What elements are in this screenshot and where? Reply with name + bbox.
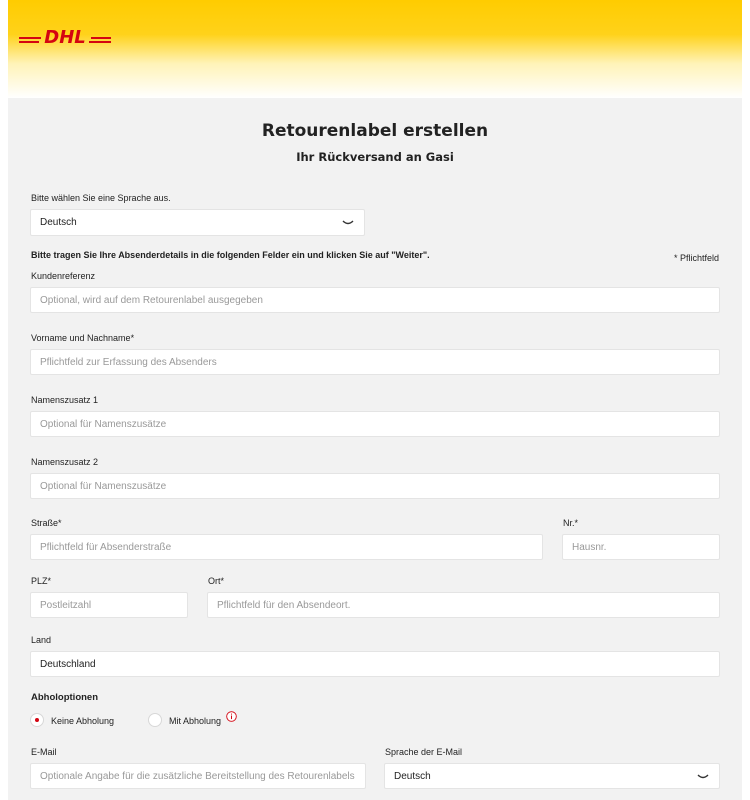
ort-label: Ort* xyxy=(208,576,225,586)
plz-input[interactable]: Postleitzahl xyxy=(30,592,188,618)
instructions-text: Bitte tragen Sie Ihre Absenderdetails in die folgenden Felder ein und klicken Sie auf "Weiter". xyxy=(31,250,430,260)
kundenreferenz-label: Kundenreferenz xyxy=(31,271,96,281)
plz-label: PLZ* xyxy=(31,576,52,586)
land-label: Land xyxy=(31,635,52,645)
email-label: E-Mail xyxy=(31,747,57,757)
name-input[interactable]: Pflichtfeld zur Erfassung des Absenders xyxy=(30,349,720,375)
dhl-logo-text: DHL xyxy=(44,27,86,46)
zusatz2-label: Namenszusatz 2 xyxy=(31,457,99,467)
zusatz1-input[interactable]: Optional für Namenszusätze xyxy=(30,411,720,437)
radio-mit-abholung-label[interactable]: Mit Abholung xyxy=(169,716,222,726)
email-language-select[interactable] xyxy=(384,763,720,789)
email-input[interactable]: Optionale Angabe für die zusätzliche Bereitstellung des Retourenlabels xyxy=(30,763,366,789)
email-language-value: Deutsch xyxy=(394,770,431,782)
required-note: * Pflichtfeld xyxy=(674,253,720,263)
radio-keine-abholung[interactable] xyxy=(30,713,44,727)
email-language-label: Sprache der E-Mail xyxy=(385,747,463,757)
radio-keine-abholung-label[interactable]: Keine Abholung xyxy=(51,716,115,726)
radio-mit-abholung[interactable] xyxy=(148,713,162,727)
zusatz2-input[interactable]: Optional für Namenszusätze xyxy=(30,473,720,499)
chevron-down-icon xyxy=(342,218,354,228)
language-select[interactable] xyxy=(30,209,365,236)
land-input[interactable]: Deutschland xyxy=(30,651,720,677)
language-select-value: Deutsch xyxy=(40,217,77,228)
strasse-input[interactable]: Pflichtfeld für Absenderstraße xyxy=(30,534,543,560)
nr-input[interactable]: Hausnr. xyxy=(562,534,720,560)
kundenreferenz-input[interactable]: Optional, wird auf dem Retourenlabel ausgegeben xyxy=(30,287,720,313)
language-label: Bitte wählen Sie eine Sprache aus. xyxy=(31,193,171,203)
header-bar xyxy=(8,0,742,98)
info-icon[interactable] xyxy=(226,711,237,722)
nr-label: Nr.* xyxy=(563,518,579,528)
name-label: Vorname und Nachname* xyxy=(31,333,135,343)
page-subtitle: Ihr Rückversand an Gasi xyxy=(296,150,454,164)
zusatz1-label: Namenszusatz 1 xyxy=(31,395,99,405)
form-panel xyxy=(8,98,742,800)
ort-input[interactable]: Pflichtfeld für den Absendeort. xyxy=(207,592,720,618)
dhl-logo xyxy=(19,24,111,46)
page-title: Retourenlabel erstellen xyxy=(261,121,489,141)
chevron-down-icon xyxy=(697,772,709,782)
pickup-heading: Abholoptionen xyxy=(31,692,99,703)
strasse-label: Straße* xyxy=(31,518,62,528)
